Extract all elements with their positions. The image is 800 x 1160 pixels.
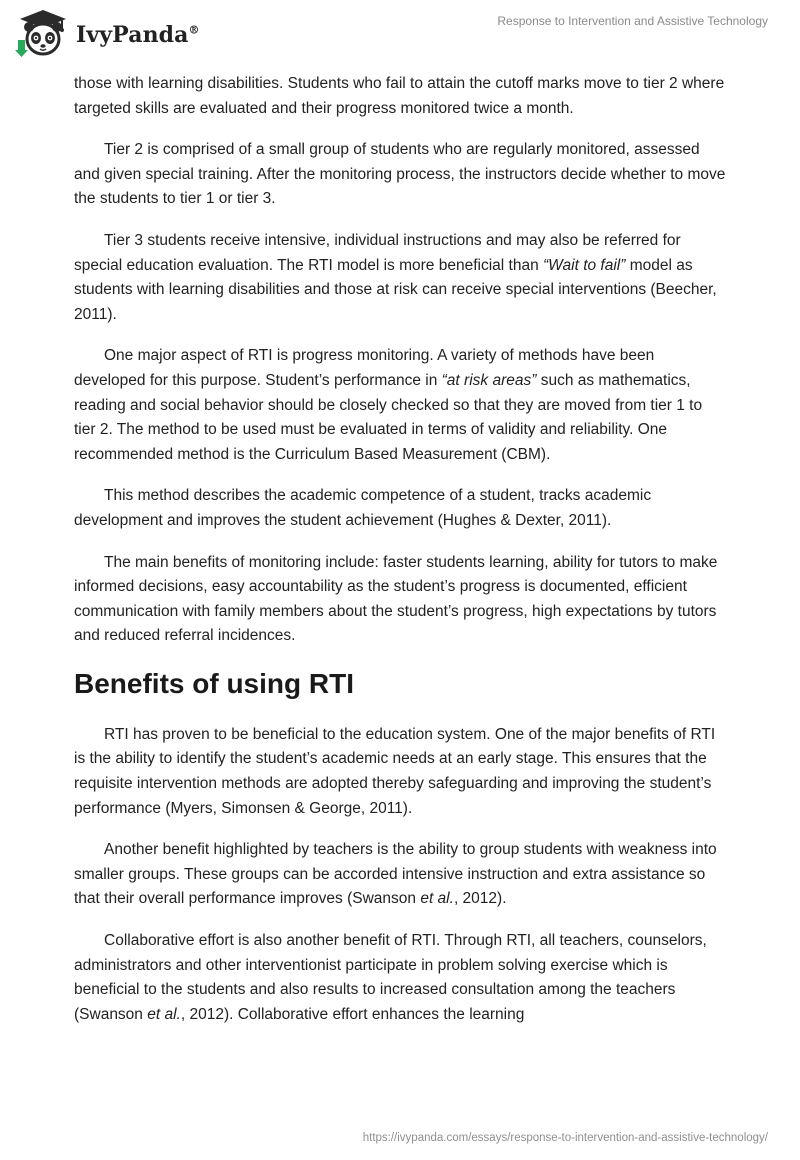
panda-logo-icon	[14, 8, 72, 58]
section-heading: Benefits of using RTI	[74, 667, 354, 699]
paragraph-8: Another benefit highlighted by teachers is the ability to group students with weakness into smaller groups. These groups can be accorded intensive instruction and extra assistance so that their overall performance improves (Swanson et al., 2012).	[74, 841, 717, 908]
paragraph-1: those with learning disabilities. Students who fail to attain the cutoff marks move to tier 2 where targeted skills are evaluated and their progress monitored twice a month.	[74, 75, 725, 117]
paragraph-5: This method describes the academic competence of a student, tracks academic development and improves the student achievement (Hughes & Dexter, 2011).	[74, 487, 652, 529]
paragraph-6: The main benefits of monitoring include: faster students learning, ability for tutors to make informed decisions, easy accountability as the student’s progress is documented, efficient communication with family members about the student’s progress, high expectations by tutors and reduced referral incidences.	[74, 553, 718, 645]
page-header	[0, 0, 800, 70]
paragraph-7: RTI has proven to be beneficial to the education system. One of the major benefits of RTI is the ability to identify the student’s academic needs at an early stage. This ensures that the requisite intervention methods are adopted thereby safeguarding and improving the student’s performance (Myers, Simonsen & George, 2011).	[74, 725, 716, 817]
brand-name: IvyPanda®	[76, 22, 200, 48]
source-url-link[interactable]: https://ivypanda.com/essays/response-to-intervention-and-assistive-technology/	[362, 1132, 768, 1144]
document-title: Response to Intervention and Assistive Technology	[497, 14, 768, 28]
paragraph-3: Tier 3 students receive intensive, individual instructions and may also be referred for special education evaluation. The RTI model is more beneficial than “Wait to fail” model as students with learning disabilities and those at risk can receive special interventions (Beecher, 2011).	[74, 231, 717, 323]
essay-body	[74, 72, 726, 1044]
brand-logo[interactable]	[14, 8, 200, 58]
paragraph-2: Tier 2 is comprised of a small group of students who are regularly monitored, assessed and given special training. After the monitoring process, the instructors decide whether to move the students to tier 1 or tier 3.	[74, 141, 726, 208]
paragraph-4: One major aspect of RTI is progress monitoring. A variety of methods have been developed for this purpose. Student’s performance in “at risk areas” such as mathematics, reading and social behavior should be closely checked so that they are moved from tier 1 to tier 2. The method to be used must be evaluated in terms of validity and reliability. One recommended method is the Curriculum Based Measurement (CBM).	[74, 347, 703, 463]
paragraph-9: Collaborative effort is also another benefit of RTI. Through RTI, all teachers, counselors, administrators and other interventionist participate in problem solving exercise which is beneficial to the students and also results to increased consultation among the teachers (Swanson et al., 2012). Collaborative effort enhances the learning	[74, 932, 707, 1023]
